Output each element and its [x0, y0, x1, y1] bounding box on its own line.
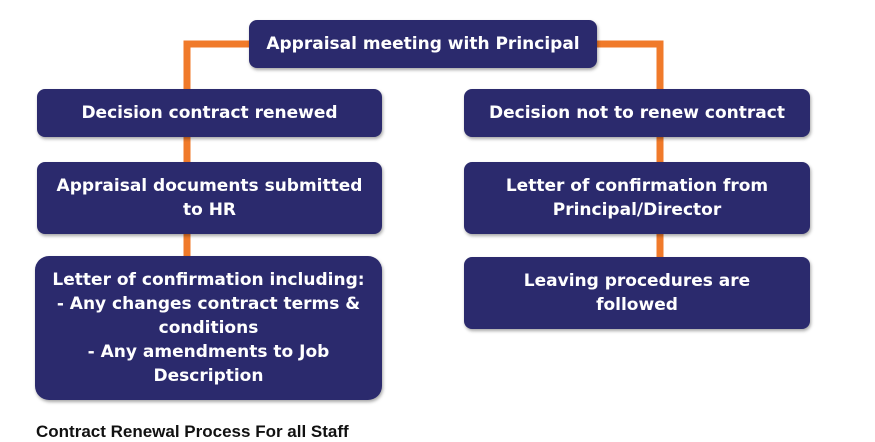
connector-root-to-renewed: [187, 44, 249, 89]
node-letter-including: Letter of confirmation including: - Any changes contract terms & conditions - Any amendments to Job Description: [35, 256, 382, 400]
partial-heading-text: Contract Renewal Process For all Staff: [36, 422, 349, 441]
node-decision-renewed: Decision contract renewed: [37, 89, 382, 137]
node-appraisal-documents: Appraisal documents submitted to HR: [37, 162, 382, 234]
node-decision-not-renew: Decision not to renew contract: [464, 89, 810, 137]
node-letter-from-principal: Letter of confirmation from Principal/Director: [464, 162, 810, 234]
connector-root-to-not-renew: [597, 44, 660, 89]
node-leaving-procedures: Leaving procedures are followed: [464, 257, 810, 329]
node-appraisal-meeting: Appraisal meeting with Principal: [249, 20, 597, 68]
